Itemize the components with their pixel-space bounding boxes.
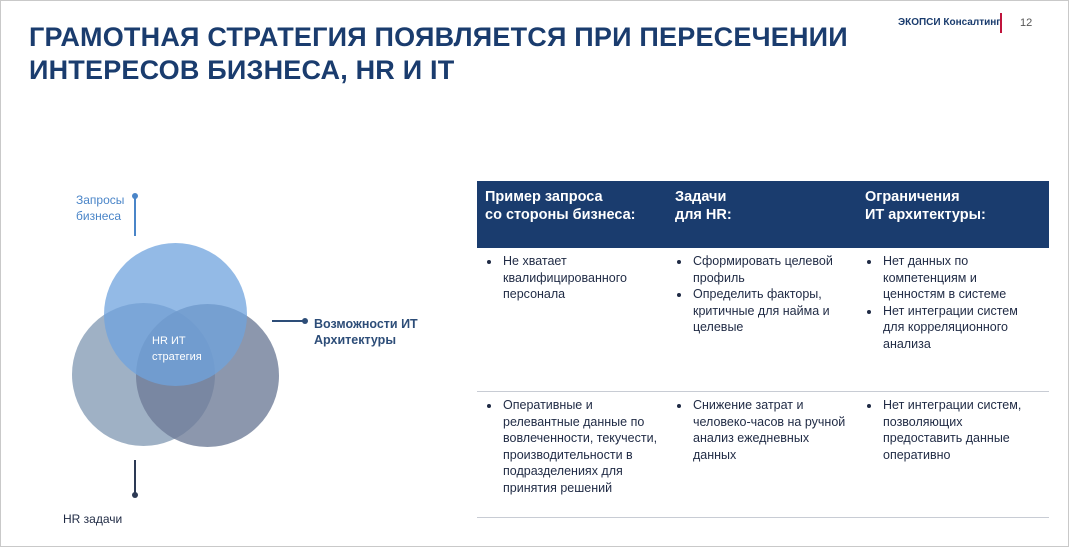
- list-item: • Нет интеграции систем, позволяющих предоставить данные оперативно: [881, 397, 1041, 463]
- label-it-capabilities: [314, 316, 418, 348]
- table-row: [477, 248, 1049, 392]
- table-cell-business: [477, 392, 667, 517]
- column-header-line: Ограничения: [865, 189, 960, 205]
- column-header-hr: [667, 181, 857, 248]
- list-item: • Снижение затрат и человеко-часов на ручной анализ ежедневных данных: [691, 397, 851, 463]
- table-cell-hr: [667, 248, 857, 391]
- table-cell-it: [857, 392, 1047, 517]
- table-cell-business: [477, 248, 667, 391]
- table-row: [477, 392, 1049, 518]
- axis-hr-dot: [132, 492, 138, 498]
- column-header-business: [477, 181, 667, 248]
- label-business-line-1: Запросы: [76, 193, 125, 207]
- page-number: 12: [1020, 17, 1033, 29]
- axis-it-dot: [302, 318, 308, 324]
- list-item: • Сформировать целевой профиль: [691, 253, 851, 286]
- venn-diagram: [60, 180, 460, 540]
- label-business-requests: [76, 192, 124, 224]
- column-header-it: [857, 181, 1047, 248]
- column-header-line: Пример запроса: [485, 189, 603, 205]
- column-header-line: ИТ архитектуры:: [865, 207, 986, 223]
- column-header-line: со стороны бизнеса:: [485, 207, 636, 223]
- label-it-line-1: Возможности ИТ: [314, 317, 418, 331]
- venn-center-line-1: HR ИТ: [152, 335, 186, 347]
- table-cell-hr: [667, 392, 857, 517]
- brand-name: ЭКОПСИ Консалтинг: [898, 17, 1001, 28]
- table-header: [477, 181, 1049, 248]
- venn-center-line-2: стратегия: [152, 351, 202, 363]
- axis-business-line: [134, 196, 136, 236]
- label-business-line-2: бизнеса: [76, 209, 122, 223]
- label-it-line-2: Архитектуры: [314, 333, 396, 347]
- brand-separator: [1000, 13, 1002, 33]
- list-item: • Нет интеграции систем для корреляционного анализа: [881, 303, 1041, 353]
- title-line-1: ГРАМОТНАЯ СТРАТЕГИЯ ПОЯВЛЯЕТСЯ ПРИ ПЕРЕСЕЧЕНИИ: [29, 22, 848, 52]
- page-title: [29, 21, 849, 87]
- comparison-table: [477, 181, 1049, 518]
- title-line-2: ИНТЕРЕСОВ БИЗНЕСА, HR И IT: [29, 55, 455, 85]
- column-header-line: Задачи: [675, 189, 727, 205]
- table-cell-it: [857, 248, 1047, 391]
- list-item: • Не хватает квалифицированного персонала: [501, 253, 661, 303]
- list-item: • Оперативные и релевантные данные по вовлеченности, текучести, производительности в подразделениях для принятия решений: [501, 397, 661, 496]
- list-item: • Нет данных по компетенциям и ценностям в системе: [881, 253, 1041, 303]
- column-header-line: для HR:: [675, 207, 732, 223]
- axis-it-line: [272, 320, 306, 322]
- list-item: • Определить факторы, критичные для найма и целевые: [691, 286, 851, 336]
- venn-center-label: [152, 333, 222, 365]
- label-hr-tasks: HR задачи: [63, 512, 123, 526]
- axis-hr-line: [134, 460, 136, 496]
- axis-business-dot: [132, 193, 138, 199]
